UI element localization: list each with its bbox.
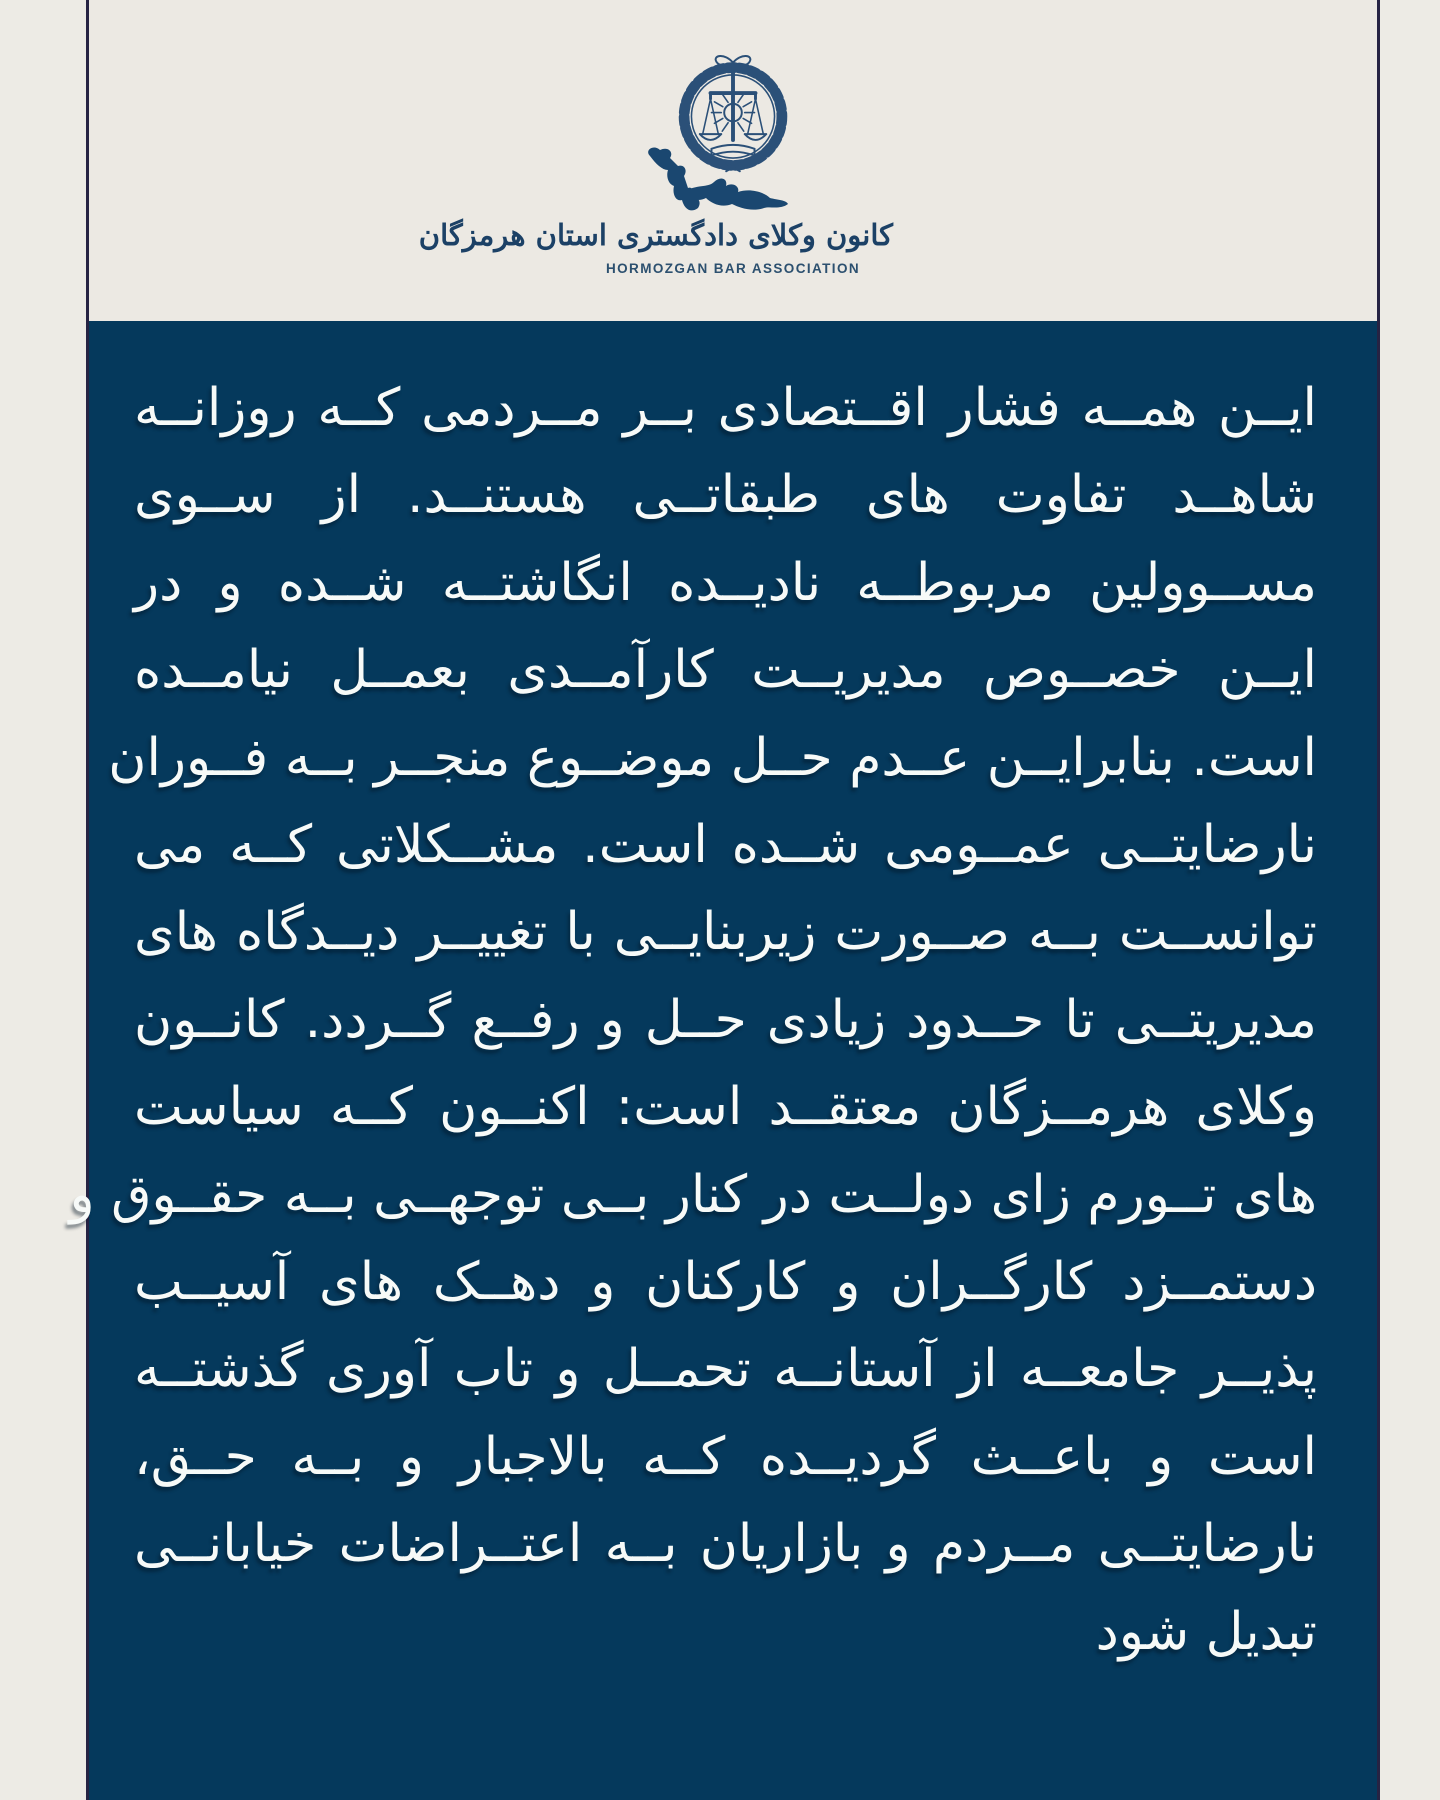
bar-association-logo bbox=[418, 0, 893, 321]
statement-line: وکلای هرمــزگان معتقــد است: اکنــون کــه سیاست bbox=[134, 1077, 1317, 1138]
statement-line: مدیریتــی تا حــدود زیادی حــل و رفــع گــردد. کانــون bbox=[134, 989, 1317, 1050]
logo-english-title: HORMOZGAN BAR ASSOCIATION bbox=[606, 261, 860, 276]
statement-line: شاهــد تفاوت های طبقاتــی هستنــد. از ســوی bbox=[134, 465, 1317, 526]
statement-line: ایــن خصــوص مدیریــت کارآمــدی بعمــل نیامــده bbox=[134, 640, 1317, 701]
statement-line: تبدیل شود bbox=[1095, 1601, 1317, 1662]
statement-line: است. بنابرایــن عــدم حــل موضــوع منجــر بــه فــوران bbox=[108, 727, 1317, 788]
logo-persian-title: کانون وکلای دادگستری استان هرمزگان bbox=[418, 218, 893, 252]
statement-line: های تــورم زای دولــت در کنار بــی توجهــی بــه حقــوق و bbox=[69, 1164, 1317, 1225]
statement-line: توانســت بــه صــورت زیربنایــی با تغییــر دیــدگاه های bbox=[134, 902, 1317, 963]
statement-line: ایــن همــه فشار اقــتصادی بــر مــردمی کــه روزانــه bbox=[134, 378, 1317, 438]
statement-line: پذیــر جامعــه از آستانــه تحمــل و تاب آوری گذشتــه bbox=[134, 1339, 1317, 1400]
statement-line: دستمــزد کارگــران و کارکنان و دهــک های آسیــب bbox=[134, 1252, 1317, 1313]
statement-line: مســوولین مربوطــه نادیــده انگاشتــه شــده و در bbox=[134, 552, 1317, 613]
statement-line: نارضایتــی مــردم و بازاریان بــه اعتــراضات خیابانــی bbox=[134, 1514, 1317, 1575]
statement-line: نارضایتــی عمــومی شــده است. مشــکلاتی کــه می bbox=[134, 815, 1317, 876]
statement-card bbox=[69, 0, 1380, 1800]
statement-line: است و باعــث گردیــده کــه بالاجبار و بــه حــق، bbox=[134, 1426, 1317, 1487]
card-header bbox=[89, 0, 1377, 321]
hormozgan-province-silhouette-icon bbox=[640, 144, 790, 219]
statement-body bbox=[69, 321, 1377, 1676]
